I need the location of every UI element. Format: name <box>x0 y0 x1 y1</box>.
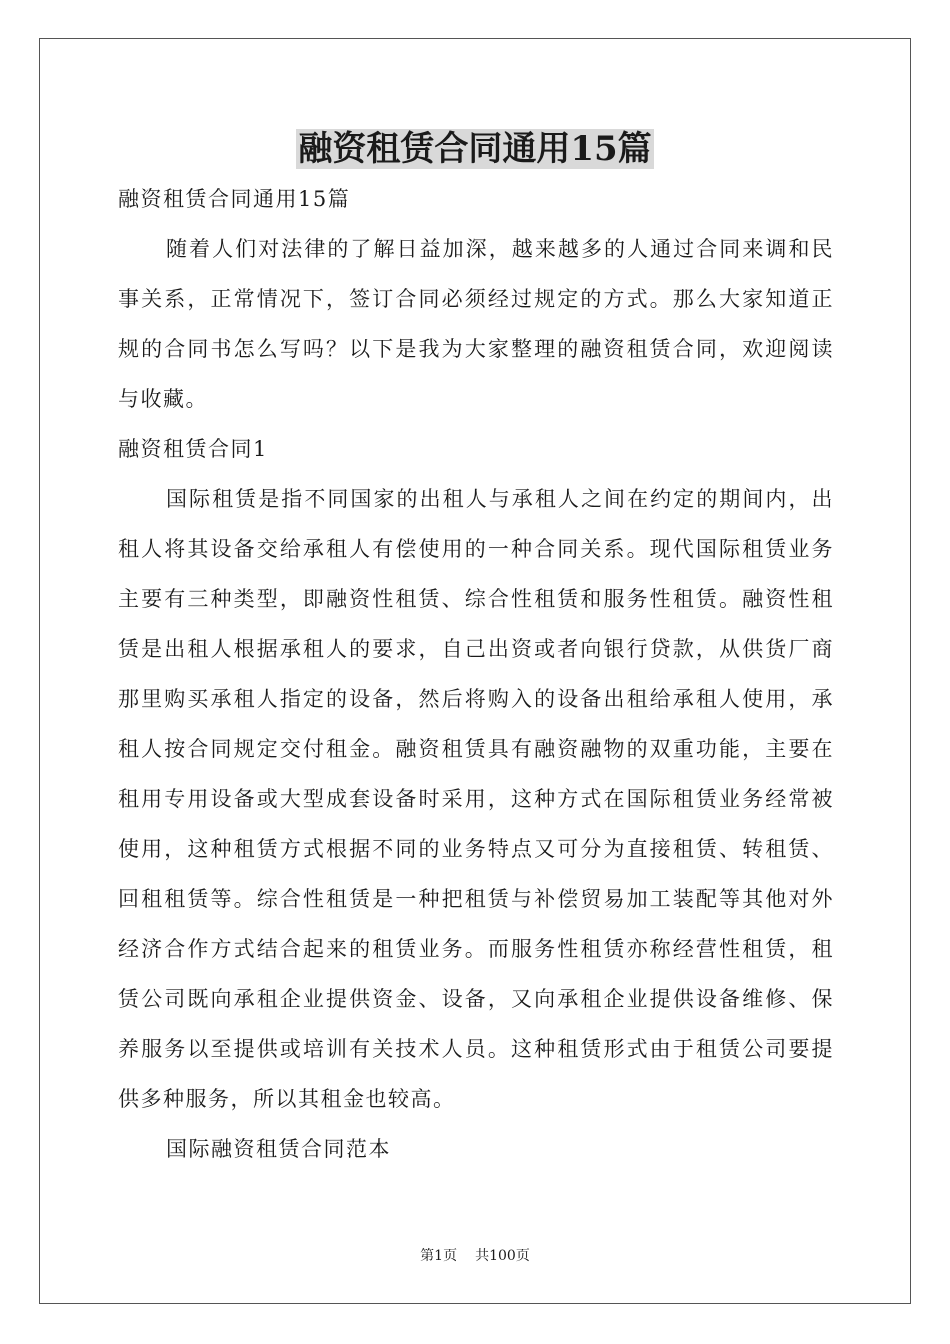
total-pages: 共100页 <box>475 1248 530 1264</box>
intro-paragraph: 随着人们对法律的了解日益加深，越来越多的人通过合同来调和民事关系，正常情况下，签订合同必须经过规定的方式。那么大家知道正规的合同书怎么写吗？以下是我为大家整理的融资租赁合同，欢迎阅读与收藏。 <box>118 237 834 411</box>
document-title <box>0 124 950 174</box>
page-footer <box>0 1246 950 1266</box>
document-title-text: 融资租赁合同通用15篇 <box>298 129 652 169</box>
page-number: 第1页 <box>420 1248 458 1264</box>
body-paragraph: 国际租赁是指不同国家的出租人与承租人之间在约定的期间内，出租人将其设备交给承租人有偿使用的一种合同关系。现代国际租赁业务主要有三种类型，即融资性租赁、综合性租赁和服务性租赁。融资性租赁是出租人根据承租人的要求，自己出资或者向银行贷款，从供货厂商那里购买承租人指定的设备，然后将购入的设备出租给承租人使用，承租人按合同规定交付租金。融资租赁具有融资融物的双重功能，主要在租用专用设备或大型成套设备时采用，这种方式在国际租赁业务经常被使用，这种租赁方式根据不同的业务特点又可分为直接租赁、转租赁、回租租赁等。综合性租赁是一种把租赁与补偿贸易加工装配等其他对外经济合作方式结合起来的租赁业务。而服务性租赁亦称经营性租赁，租赁公司既向承租企业提供资金、设备，又向承租企业提供设备维修、保养服务以至提供或培训有关技术人员。这种租赁形式由于租赁公司要提供多种服务，所以其租金也较高。 <box>118 487 834 1111</box>
section-heading: 融资租赁合同1 <box>118 437 268 461</box>
document-body <box>118 174 834 1174</box>
subtitle-paragraph: 融资租赁合同通用15篇 <box>118 187 351 211</box>
subsection-heading: 国际融资租赁合同范本 <box>166 1137 391 1161</box>
